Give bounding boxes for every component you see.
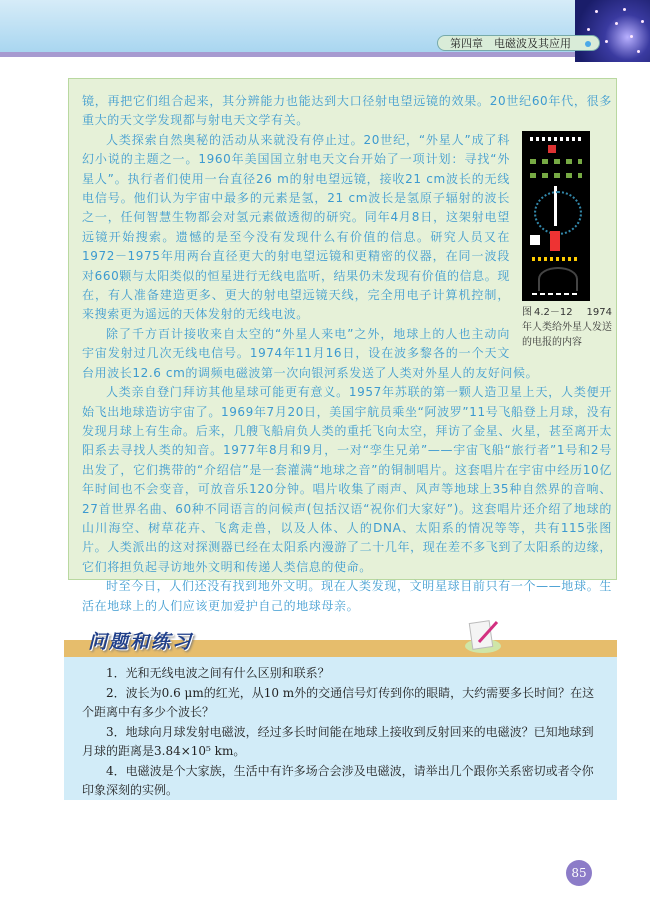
pencil-paper-icon [463,618,503,654]
exercises-title: 问题和练习 [88,631,194,653]
header-divider [0,52,575,57]
chapter-title [437,35,600,51]
exercise-item: 2．波长为0.6 μm的红光，从10 m外的交通信号灯传到你的眼睛，大约需要多长时间？在这个距离中有多少个波长？ [82,685,595,719]
arecibo-message-image [522,131,590,301]
chapter-title-text: 第四章 电磁波及其应用 [450,37,571,50]
paragraph: 人类探索自然奥秘的活动从来就没有停止过。20世纪，“外星人”成了科幻小说的主题之一。1960年美国国立射电天文台开始了一项计划：寻找“外星人”。执行者们使用一台直径26 m的射电望远镜，接收21 cm波长的无线电信号。他们认为宇宙中最多的元素是氢，21 cm波长是氢原子辐射的波长之一，任何智慧生物都会对氢元素做透彻的研究。同年4月8日，这架射电望远镜开始搜索。遗憾的是至今没有发现什么有价值的信息。研究人员又在1972－1975年用两台直径更大的射电望远镜和更精密的仪器，在同一波段对660颗与太阳类似的恒星进行无线电监听，结果仍未发现有价值的信息。现在，有人准备建造更多、更大的射电望远镜天线，完全用电子计算机控制，来搜索更为遥远的天体发射的无线电波。 [82,132,510,322]
bullet-dot-icon [585,41,591,47]
paragraph: 镜，再把它们组合起来，其分辨能力也能达到大口径射电望远镜的效果。20世纪60年代，很多重大的天文学发现都与射电天文学有关。 [82,94,612,128]
reading-text [82,92,612,616]
figure-caption: 图4.2－12 1974年人类给外星人发送的电报的内容 [522,306,612,348]
figure [522,131,612,350]
exercises-box [64,657,617,800]
paragraph: 除了千方百计接收来自太空的“外星人来电”之外，地球上的人也主动向宇宙发射过几次无线电信号。1974年11月16日，设在波多黎各的一个天文台用波长12.6 cm的调频电磁波第一次向银河系发送了人类对外星人的友好问候。 [82,326,539,380]
decorative-starfield-image [575,0,650,62]
paragraph: 时至今日，人们还没有找到地外文明。现在人类发现，文明星球目前只有一个——地球。生活在地球上的人们应该更加爱护自己的地球母亲。 [82,579,612,613]
reading-box [68,78,617,613]
exercise-item: 3．地球向月球发射电磁波，经过多长时间能在地球上接收到反射回来的电磁波？已知地球到月球的距离是3.84×10⁵ km。 [82,724,594,758]
exercise-item: 1．光和无线电波之间有什么区别和联系？ [106,666,330,680]
paragraph: 人类亲自登门拜访其他星球可能更有意义。1957年苏联的第一颗人造卫星上天，人类便开始飞出地球造访宇宙了。1969年7月20日，美国宇航员乘坐“阿波罗”11号飞船登上月球，没有发现月球上有生命。后来，几艘飞船肩负人类的重托飞向太空，拜访了金星、火星，甚至离开太阳系去寻找人类的知音。1977年8月和9月，一对“孪生兄弟”——宇宙飞船“旅行者”1号和2号出发了，它们携带的“介绍信”是一套灌满“地球之音”的铜制唱片。这套唱片在宇宙中经历10亿年时间也不会变音，可放音乐120分钟。唱片收集了雨声、风声等地球上35种自然界的音响、27首世界名曲、60种不同语言的问候声(包括汉语“祝你们大家好”)。这套唱片还介绍了地球的山川海空、树草花卉、飞禽走兽，以及人体、人的DNA、太阳系的情况等等，共有115张图片。人类派出的这对探测器已经在太阳系内漫游了二十几年，现在差不多飞到了太阳系的边缘，它们将担负起寻访地外文明和传递人类信息的使命。 [82,385,612,574]
page-number: 85 [566,860,592,886]
exercise-item: 4．电磁波是个大家族，生活中有许多场合会涉及电磁波，请举出几个跟你关系密切或者令你印象深刻的实例。 [82,763,594,797]
exercises-list [82,664,602,801]
